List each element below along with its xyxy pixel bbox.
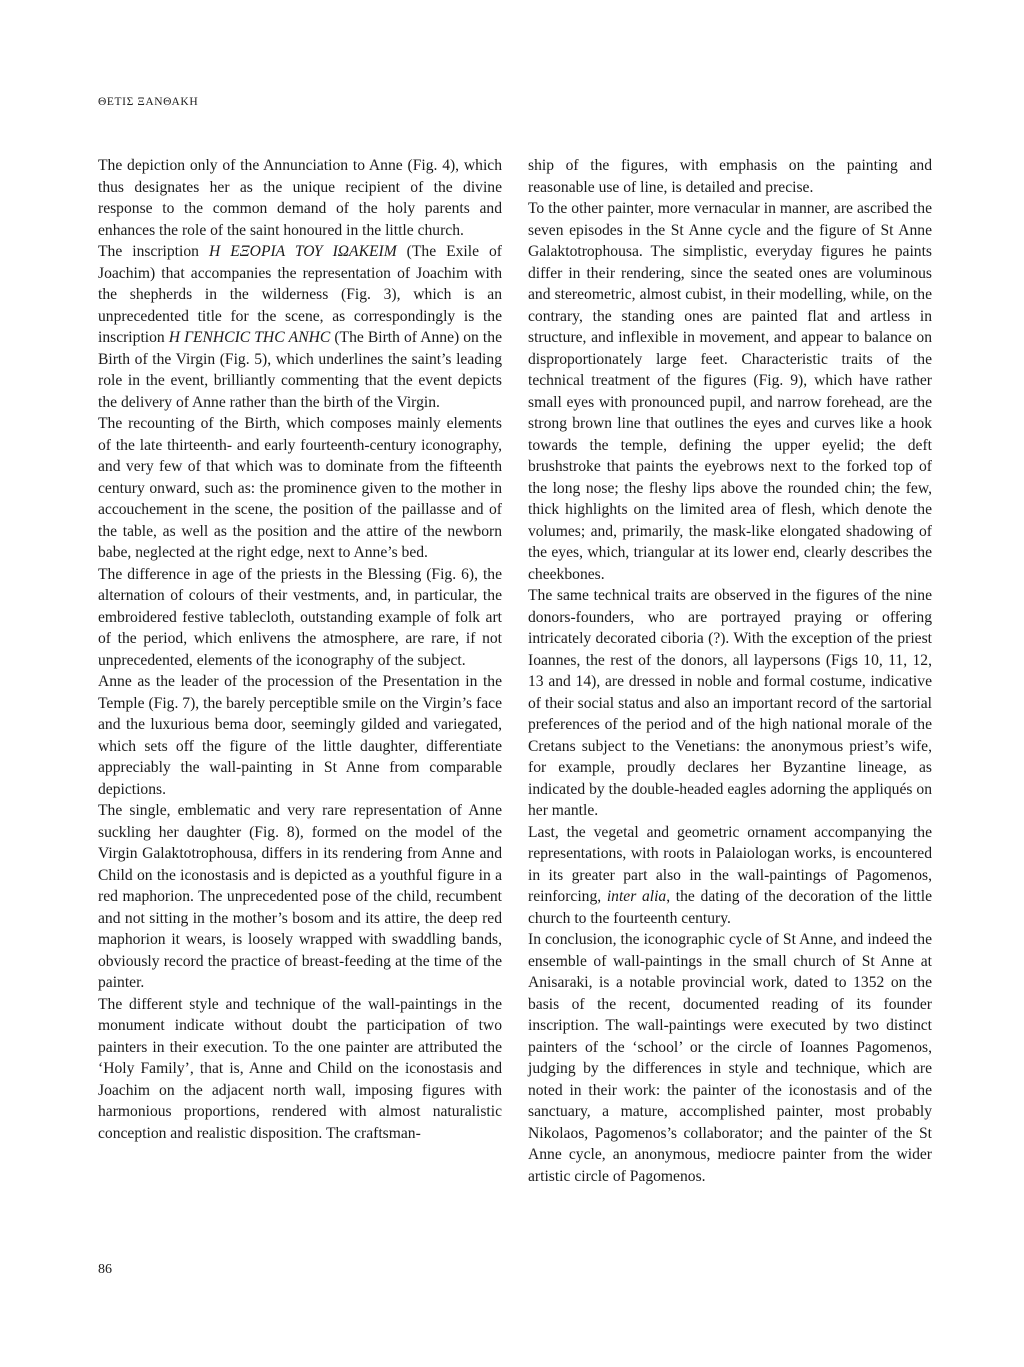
paragraph: The single, emblematic and very rare representation of Anne suckling her daughter (Fig. 8), formed on the model of the Virgin Galaktotrophousa, differs in its rendering from Anne and Child on the iconostasis and is depicted as a youthful figure in a red maphorion. The unprecedented pose of the child, recumbent and not sitting in the mother’s bosom and its attire, the deep red maphorion it wears, is loosely wrapped with swaddling bands, obviously record the practice of breast-feeding at the time of the painter. — [98, 802, 502, 991]
paragraph: To the other painter, more vernacular in manner, are ascribed the seven episodes in the St Anne cycle and the figure of St Anne Galaktotrophousa. The simplistic, everyday figures he paints differ in their rendering, since the seated ones are voluminous and stereometric, almost cubist, in their modelling, while, on the contrary, the standing ones are painted flat and artless in structure, and inflexible in movement, and appear to balance on disproportionately large feet. Characteristic traits of the technical treatment of the figures (Fig. 9), which have rather small eyes with pronounced pupil, and narrow forehead, are the strong brown line that outlines the eyes and curves like a hook towards the temple, defining the upper eyelid; the deft brushstroke that paints the eyebrows next to the forked top of the long nose; the fleshy lips above the rounded chin; the few, thick highlights on the limited area of flesh, which denote the volumes; and, primarily, the mask-like elongated shadowing of the eyes, which, triangular at its lower end, clearly describes the cheekbones. — [528, 200, 932, 583]
running-head: ΘΕΤΙΣ ΞΑΝΘΑΚΗ — [98, 96, 199, 108]
page-number: 86 — [98, 1262, 112, 1277]
paragraph: In conclusion, the iconographic cycle of St Anne, and indeed the ensemble of wall-paintings in the small church of St Anne at Anisaraki, is a notable provincial work, dated to 1352 on the basis of the recent, documented reading of its founder inscription. The wall-paintings were executed by two distinct painters of the ‘school’ or the circle of Ioannes Pagomenos, judging by the differences in style and technique, which are noted in their work: the painter of the iconostasis and of the sanctuary, a mature, accomplished painter, most probably Nikolaos, Pagomenos’s collaborator; and the painter of the St Anne cycle, an anonymous, mediocre painter from the wider artistic circle of Pagomenos. — [528, 931, 932, 1185]
paragraph: The difference in age of the priests in the Blessing (Fig. 6), the alternation of colours of their vestments, and, in particular, the embroidered festive tablecloth, outstanding example of folk art of the period, which enlivens the atmosphere, are rare, if not unprecedented, elements of the iconography of the subject. — [98, 565, 502, 669]
paragraph: ship of the figures, with emphasis on the painting and reasonable use of line, is detailed and precise. — [528, 157, 932, 196]
paragraph: The different style and technique of the wall-paintings in the monument indicate without doubt the participation of two painters in their execution. To the one painter are attributed the ‘Holy Family’, that is, Anne and Child on the iconostasis and Joachim on the adjacent north wall, imposing figures with harmonious proportions, rendered with almost naturalistic conception and realistic disposition. The craftsman- — [98, 995, 502, 1142]
left-column — [98, 155, 502, 1144]
paragraph: Last, the vegetal and geometric ornament accompanying the representations, with roots in Palaiologan works, is encountered in its greater part also in the wall-paintings of Pagomenos, reinforcing, inter alia, the dating of the decoration of the little church to the fourteenth century. — [528, 823, 932, 927]
right-column — [528, 155, 932, 1187]
paragraph: The same technical traits are observed in the figures of the nine donors-founders, who are portrayed praying or offering intricately decorated ciboria (?). With the exception of the priest Ioannes, the rest of the donors, all laypersons (Figs 10, 11, 12, 13 and 14), are dressed in noble and formal costume, indicative of their social status and also an important record of the sartorial preferences of the period and of the high national morale of the Cretans subject to the Venetians: the anonymous priest’s wife, for example, proudly declares her Byzantine lineage, as indicated by the double-headed eagles adorning the appliqués on her mantle. — [528, 587, 932, 819]
paragraph: The recounting of the Birth, which composes mainly elements of the late thirteenth- and early fourteenth-century iconography, and very few of that which was to dominate from the fifteenth century onward, such as: the prominence given to the mother in accouchement in the scene, the position of the paillasse and of the table, as well as the position and the attire of the newborn babe, neglected at the right edge, next to Anne’s bed. — [98, 415, 502, 561]
paragraph: Anne as the leader of the procession of the Presentation in the Temple (Fig. 7), the barely perceptible smile on the Virgin’s face and the luxurious bema door, seemingly gilded and variegated, which sets off the figure of the little daughter, differentiate appreciably the wall-painting in St Anne from comparable depictions. — [98, 673, 502, 798]
paragraph: The inscription Η ΕΞΟΡΙΑ ΤΟΥ ΙΩΑΚΕΙΜ (The Exile of Joachim) that accompanies the representation of Joachim with the shepherds in the wilderness (Fig. 3), which is an unprecedented title for the scene, as correspondingly is the inscription Η ΓΕΝΗCΙC ΤΗC ΑΝΗC (The Birth of Anne) on the Birth of the Virgin (Fig. 5), which underlines the saint’s leading role in the event, brilliantly commenting that the event depicts the delivery of Anne rather than the birth of the Virgin. — [98, 243, 502, 411]
paragraph: The depiction only of the Annunciation to Anne (Fig. 4), which thus designates her as the unique recipient of the divine response to the common demand of the holy parents and enhances the role of the saint honoured in the little church. — [98, 157, 502, 239]
